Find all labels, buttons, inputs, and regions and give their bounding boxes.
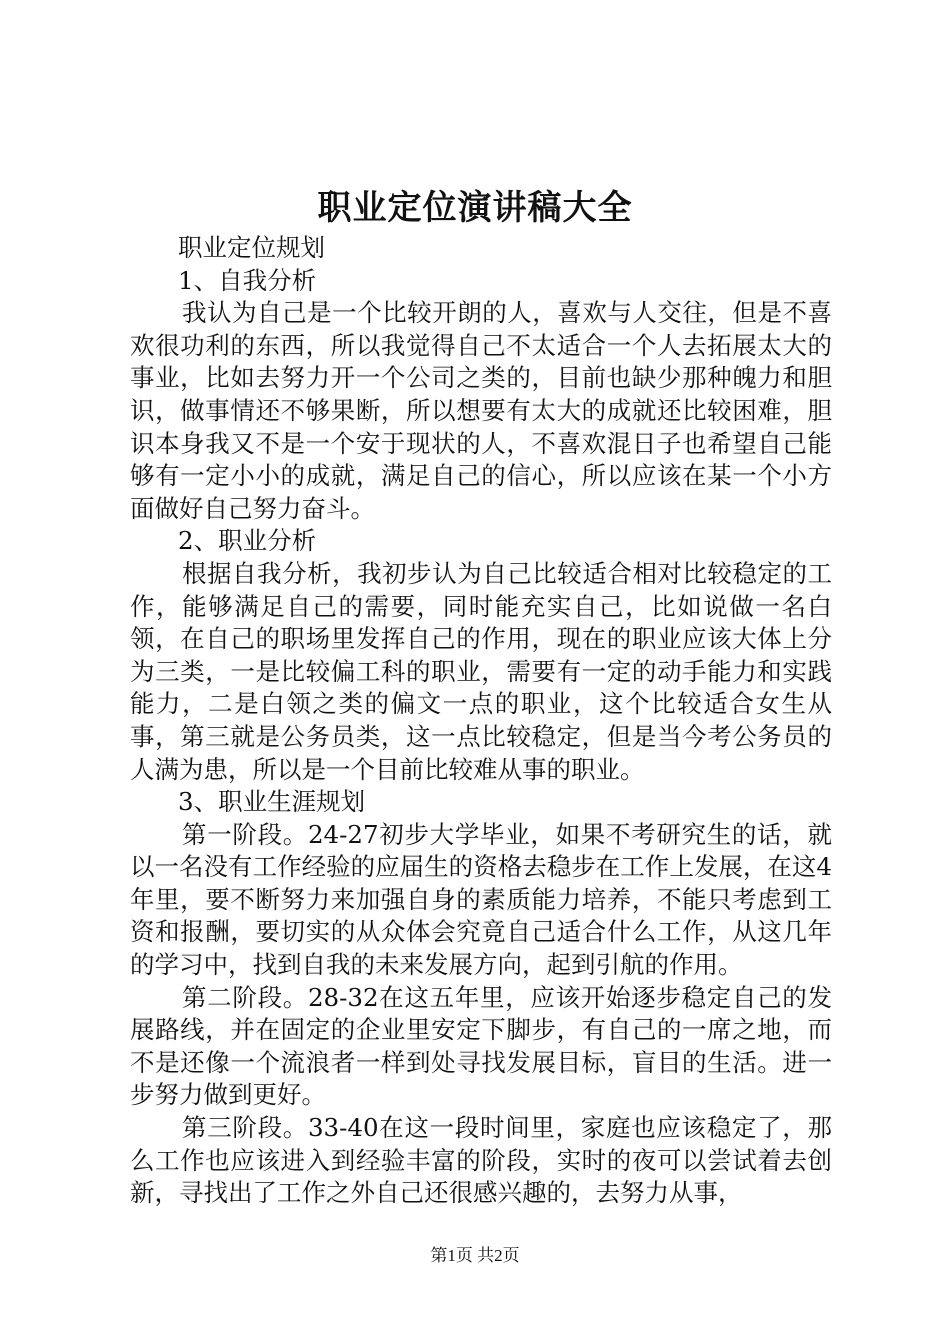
paragraph-career-analysis: 根据自我分析，我初步认为自己比较适合相对比较稳定的工作，能够满足自己的需要，同时能充实自己，比如说做一名白领，在自己的职场里发挥自己的作用，现在的职业应该大体上分为三类，一是比较偏工科的职业，需要有一定的动手能力和实践能力，二是白领之类的偏文一点的职业，这个比较适合女生从事，第三就是公务员类，这一点比较稳定，但是当今考公务员的人满为患，所以是一个目前比较难从事的职业。 <box>130 558 832 784</box>
paragraph-stage-1: 第一阶段。24-27初步大学毕业，如果不考研究生的话，就以一名没有工作经验的应届生的资格去稳步在工作上发展，在这4年里，要不断努力来加强自身的素质能力培养，不能只考虑到工资和报酬，要切实的从众体会究竟自己适合什么工作，从这几年的学习中，找到自我的未来发展方向，起到引航的作用。 <box>130 819 832 980</box>
paragraph-self-analysis: 我认为自己是一个比较开朗的人，喜欢与人交往，但是不喜欢很功利的东西，所以我觉得自己不太适合一个人去拓展太大的事业，比如去努力开一个公司之类的，目前也缺少那种魄力和胆识，做事情还不够果断，所以想要有太大的成就还比较困难，胆识本身我又不是一个安于现状的人，不喜欢混日子也希望自己能够有一定小小的成就，满足自己的信心，所以应该在某一个小方面做好自己努力奋斗。 <box>130 298 832 523</box>
paragraph-stage-2: 第二阶段。28-32在这五年里，应该开始逐步稳定自己的发展路线，并在固定的企业里安定下脚步，有自己的一席之地，而不是还像一个流浪者一样到处寻找发展目标，盲目的生活。进一步努力做到更好。 <box>130 982 832 1110</box>
heading-career-planning: 3、职业生涯规划 <box>178 787 366 817</box>
page-footer: 第1页 共2页 <box>430 1246 520 1265</box>
paragraph-stage-3: 第三阶段。33-40在这一段时间里，家庭也应该稳定了，那么工作也应该进入到经验丰富的阶段，实时的夜可以尝试着去创新，寻找出了工作之外自己还很感兴趣的，去努力从事， <box>130 1113 832 1208</box>
document-body <box>130 232 832 1210</box>
heading-self-analysis: 1、自我分析 <box>178 265 317 295</box>
document-title: 职业定位演讲稿大全 <box>317 188 633 228</box>
heading-career-analysis: 2、职业分析 <box>178 526 317 556</box>
section-label: 职业定位规划 <box>178 233 325 262</box>
